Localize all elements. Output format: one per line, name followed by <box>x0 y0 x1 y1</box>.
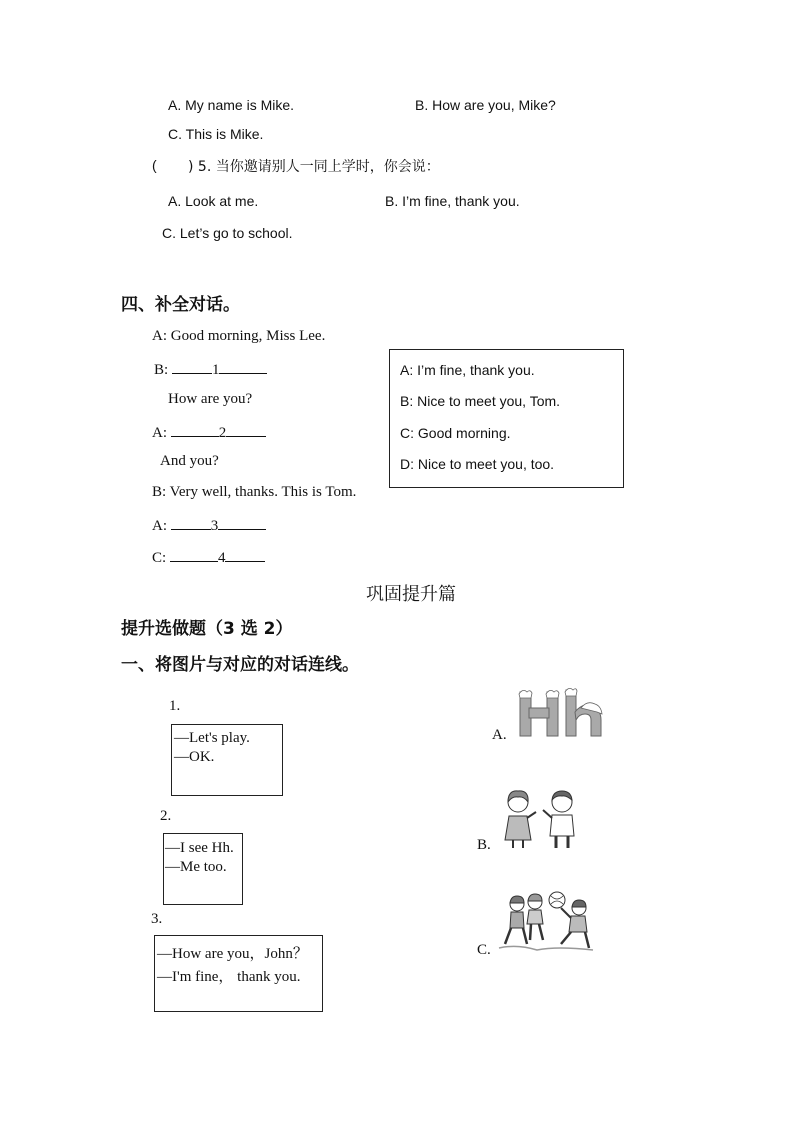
matching-heading: 一、将图片与对应的对话连线。 <box>121 655 359 675</box>
item-2-line-2: —Me too. <box>165 859 227 875</box>
dialogue-speaker: C: <box>152 550 170 566</box>
hh-letters-icon <box>517 686 605 738</box>
q5-stem: ) 5. 当你邀请别人一同上学时，你会说： <box>188 159 440 175</box>
optional-subtitle: 提升选做题（3 选 2） <box>121 619 293 639</box>
blank-2-right <box>226 422 266 437</box>
dialogue-speaker: A: <box>152 518 171 534</box>
dialogue-line-1: A: Good morning, Miss Lee. <box>152 328 326 344</box>
blank-4-number: 4 <box>217 550 226 566</box>
blank-1-right <box>219 359 267 374</box>
item-3-number: 3. <box>151 911 163 927</box>
dialogue-line-3: How are you? <box>168 391 253 407</box>
picture-a-label: A. <box>492 727 507 743</box>
q4-option-c: C. This is Mike. <box>168 126 264 142</box>
girl-and-boy-icon <box>498 788 580 850</box>
picture-c-label: C. <box>477 942 491 958</box>
q4-option-b: B. How are you, Mike? <box>415 97 556 113</box>
item-1-number: 1. <box>169 698 181 714</box>
blank-3-right <box>218 515 266 530</box>
blank-4-right <box>225 547 265 562</box>
dialogue-line-4 <box>152 422 266 442</box>
picture-b-label: B. <box>477 837 491 853</box>
playing-kids-picture <box>497 888 595 956</box>
q5-answer-paren: ( <box>152 157 157 173</box>
item-1-line-1: —Let's play. <box>174 730 250 746</box>
item-2-line-1: —I see Hh. <box>165 840 234 856</box>
dialogue-speaker: B: <box>154 362 172 378</box>
option-d: D: Nice to meet you, too. <box>400 456 555 472</box>
item-2-number: 2. <box>160 808 172 824</box>
dialogue-line-5: And you? <box>160 453 219 469</box>
dialogue-line-8 <box>152 547 265 567</box>
greeting-kids-picture <box>498 788 580 850</box>
section-title: 巩固提升篇 <box>366 584 456 605</box>
q5-option-b: B. I’m fine, thank you. <box>385 193 520 209</box>
option-a: A: I’m fine, thank you. <box>400 362 535 378</box>
dialogue-line-7 <box>152 515 266 535</box>
blank-3-number: 3 <box>210 518 219 534</box>
item-1-line-2: —OK. <box>174 749 215 765</box>
dialogue-line-6: B: Very well, thanks. This is Tom. <box>152 484 357 500</box>
q4-option-a: A. My name is Mike. <box>168 97 295 113</box>
blank-1-left <box>172 359 212 374</box>
blank-1-number: 1 <box>211 362 220 378</box>
blank-2-number: 2 <box>218 425 227 441</box>
section4-heading: 四、补全对话。 <box>121 295 240 315</box>
hh-letters-picture <box>517 686 605 738</box>
item-3-line-1: —How are you，John？ <box>157 946 308 962</box>
q5-option-c: C. Let’s go to school. <box>162 225 293 241</box>
blank-2-left <box>171 422 219 437</box>
option-c: C: Good morning. <box>400 425 511 441</box>
item-3-line-2: —I'm fine， thank you. <box>157 969 301 985</box>
q5-option-a: A. Look at me. <box>168 193 259 209</box>
children-playing-icon <box>497 888 595 956</box>
dialogue-speaker: A: <box>152 425 171 441</box>
dialogue-line-2 <box>154 359 267 379</box>
blank-3-left <box>171 515 211 530</box>
option-b: B: Nice to meet you, Tom. <box>400 393 561 409</box>
blank-4-left <box>170 547 218 562</box>
